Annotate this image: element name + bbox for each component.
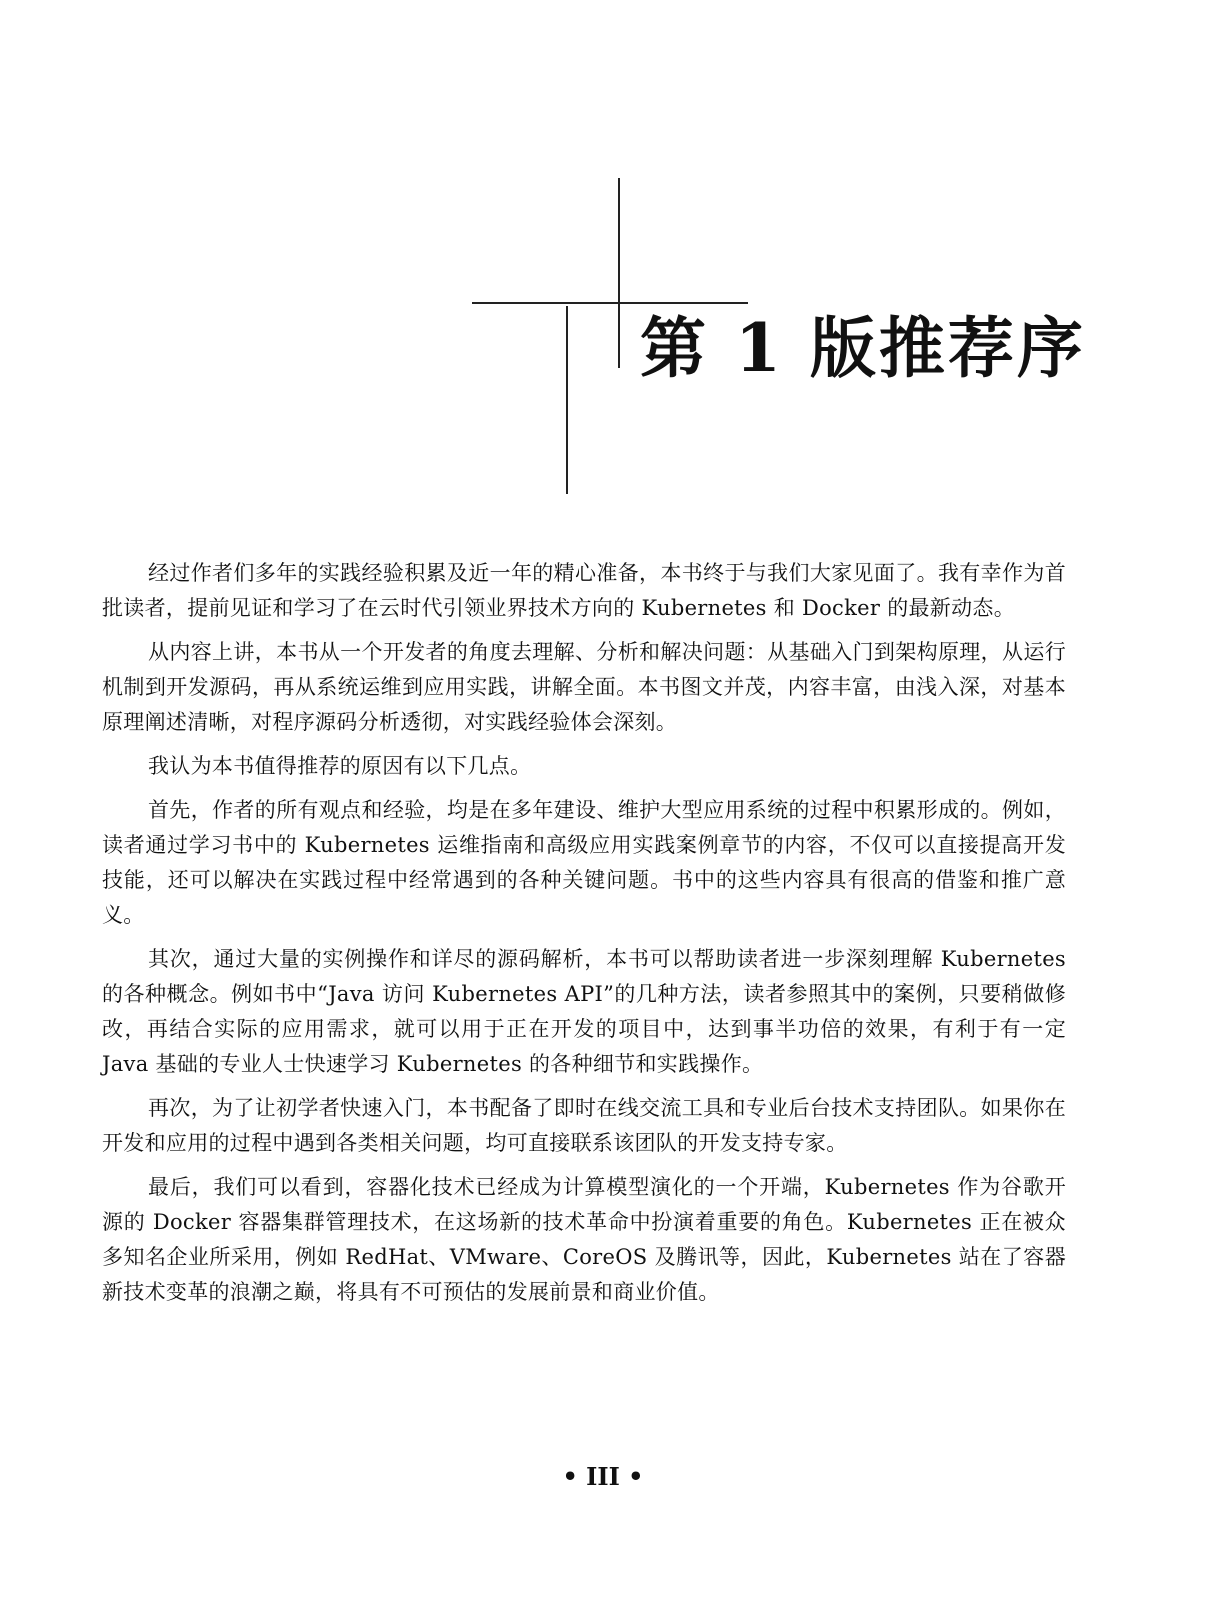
body-text	[102, 556, 1066, 1319]
paragraph-1: 经过作者们多年的实践经验积累及近一年的精心准备，本书终于与我们大家见面了。我有幸作为首批读者，提前见证和学习了在云时代引领业界技术方向的 Kubernetes 和 Docker 的最新动态。	[102, 561, 1066, 620]
chapter-title: 第 1 版推荐序	[640, 309, 1086, 387]
decorative-vertical-line-top	[618, 178, 620, 368]
paragraph-5: 其次，通过大量的实例操作和详尽的源码解析，本书可以帮助读者进一步深刻理解 Kubernetes 的各种概念。例如书中“Java 访问 Kubernetes API”的几种方法，读者参照其中的案例，只要稍做修改，再结合实际的应用需求，就可以用于正在开发的项目中，达到事半功倍的效果，有利于有一定 Java 基础的专业人士快速学习 Kubernetes 的各种细节和实践操作。	[102, 947, 1066, 1076]
paragraph-3: 我认为本书值得推荐的原因有以下几点。	[148, 754, 532, 778]
decorative-horizontal-line	[472, 302, 748, 304]
page-number: • III •	[562, 1462, 644, 1491]
paragraph-7: 最后，我们可以看到，容器化技术已经成为计算模型演化的一个开端，Kubernetes 作为谷歌开源的 Docker 容器集群管理技术，在这场新的技术革命中扮演着重要的角色。Kubernetes 正在被众多知名企业所采用，例如 RedHat、VMware、CoreOS 及腾讯等，因此，Kubernetes 站在了容器新技术变革的浪潮之巅，将具有不可预估的发展前景和商业价值。	[102, 1175, 1066, 1304]
decorative-vertical-line-bottom	[566, 306, 568, 494]
paragraph-2: 从内容上讲，本书从一个开发者的角度去理解、分析和解决问题：从基础入门到架构原理，从运行机制到开发源码，再从系统运维到应用实践，讲解全面。本书图文并茂，内容丰富，由浅入深，对基本原理阐述清晰，对程序源码分析透彻，对实践经验体会深刻。	[102, 640, 1066, 734]
paragraph-4: 首先，作者的所有观点和经验，均是在多年建设、维护大型应用系统的过程中积累形成的。例如，读者通过学习书中的 Kubernetes 运维指南和高级应用实践案例章节的内容，不仅可以直接提高开发技能，还可以解决在实践过程中经常遇到的各种关键问题。书中的这些内容具有很高的借鉴和推广意义。	[102, 798, 1066, 927]
paragraph-6: 再次，为了让初学者快速入门，本书配备了即时在线交流工具和专业后台技术支持团队。如果你在开发和应用的过程中遇到各类相关问题，均可直接联系该团队的开发支持专家。	[102, 1096, 1066, 1155]
